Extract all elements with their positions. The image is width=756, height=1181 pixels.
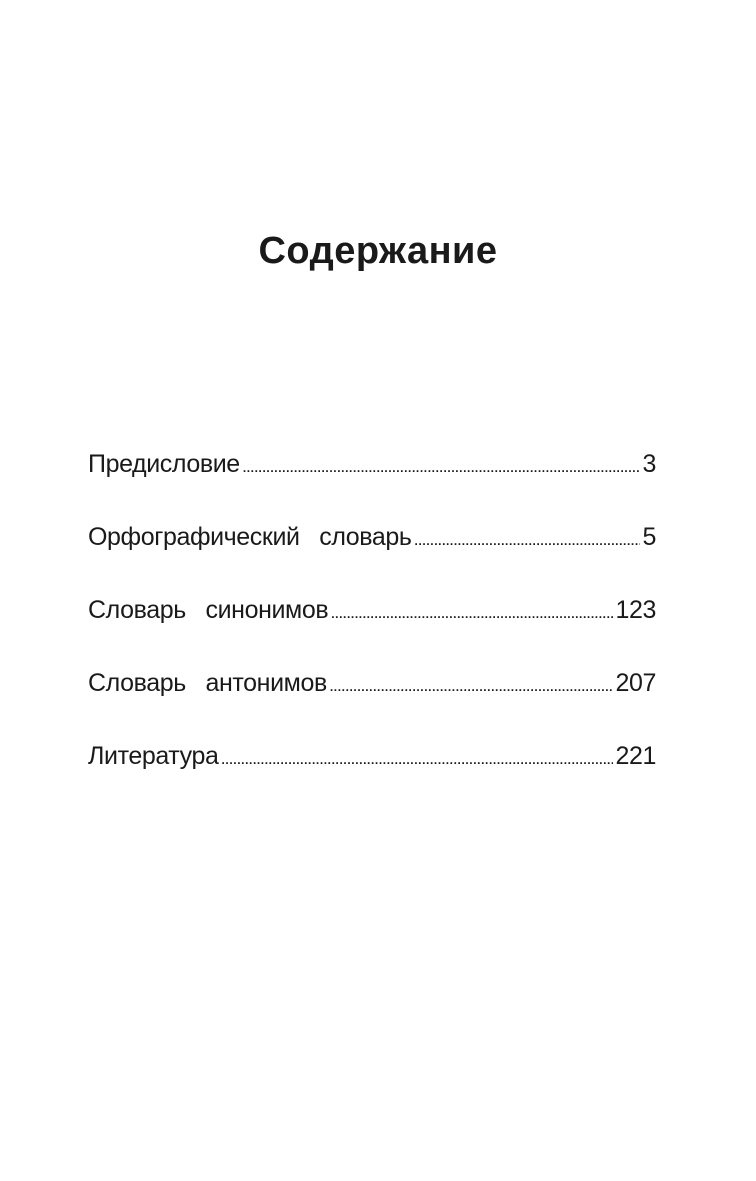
toc-entry-synonyms-dictionary xyxy=(88,598,656,671)
toc-entry-page-number: 207 xyxy=(615,669,656,697)
toc-entry-page-number: 5 xyxy=(642,523,656,551)
toc-entry-label: Словарь антонимов xyxy=(88,669,327,697)
toc-entry-label: Орфографический словарь xyxy=(88,523,412,551)
toc-entry-label: Предисловие xyxy=(88,450,240,478)
table-of-contents xyxy=(88,452,656,817)
toc-entry-spelling-dictionary xyxy=(88,525,656,598)
page-title: Содержание xyxy=(258,230,498,272)
dot-leader xyxy=(415,535,641,547)
dot-leader xyxy=(243,462,641,474)
dot-leader xyxy=(330,681,614,693)
toc-entry-page-number: 123 xyxy=(615,596,656,624)
toc-entry-literature xyxy=(88,744,656,817)
toc-entry-label: Словарь синонимов xyxy=(88,596,329,624)
dot-leader xyxy=(331,608,613,620)
toc-entry-page-number: 3 xyxy=(642,450,656,478)
toc-entry-preface xyxy=(88,452,656,525)
toc-entry-label: Литература xyxy=(88,742,219,770)
toc-entry-page-number: 221 xyxy=(615,742,656,770)
toc-entry-antonyms-dictionary xyxy=(88,671,656,744)
dot-leader xyxy=(221,754,613,766)
